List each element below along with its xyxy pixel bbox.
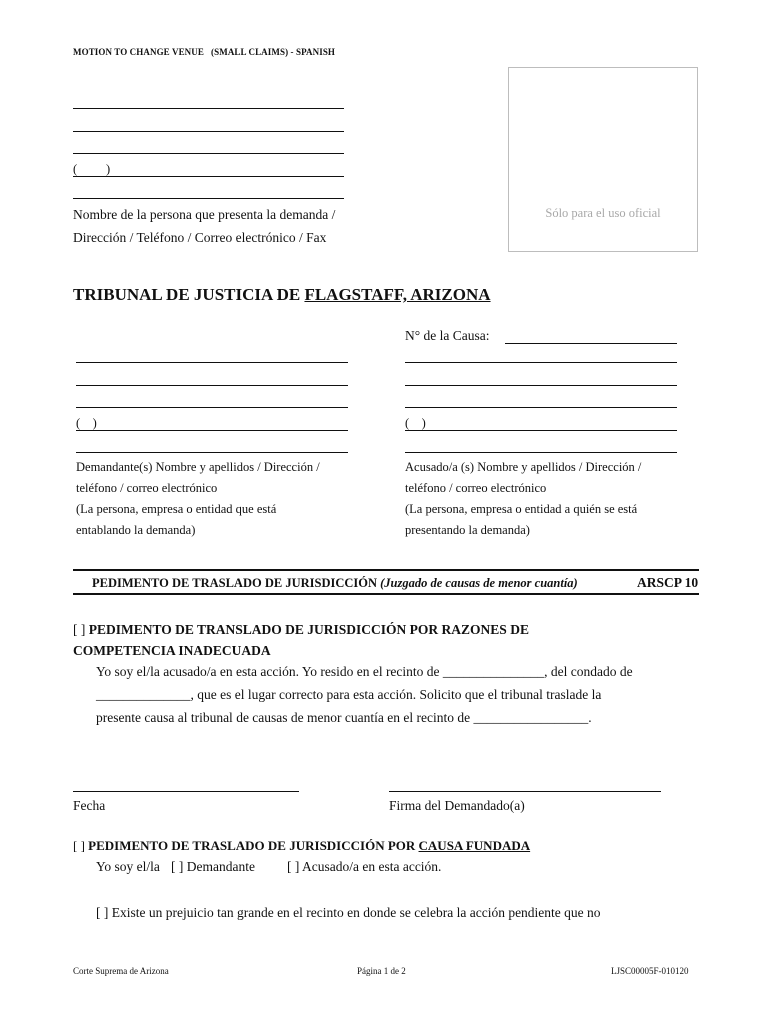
defendant-label-line2: teléfono / correo electrónico <box>405 481 547 495</box>
defendant-label-line4: presentando la demanda) <box>405 523 530 537</box>
section2-checkbox[interactable]: [ ] <box>73 838 85 853</box>
defendant-city-line[interactable] <box>405 407 677 408</box>
plaintiff-role-checkbox[interactable]: [ ] Demandante <box>171 859 255 874</box>
date-line[interactable] <box>73 791 299 792</box>
section1-heading-line2: COMPETENCIA INADECUADA <box>73 643 271 658</box>
signature-line[interactable] <box>389 791 661 792</box>
plaintiff-email-line[interactable] <box>76 452 348 453</box>
plaintiff-label-line2: teléfono / correo electrónico <box>76 481 218 495</box>
section1-body-line2: ______________, que es el lugar correcto para esta acción. Solicito que el tribunal traslade la <box>96 687 602 702</box>
form-title: MOTION TO CHANGE VENUE (SMALL CLAIMS) - SPANISH <box>73 47 336 57</box>
filer-city-line[interactable] <box>73 153 344 154</box>
section1-body-line1: Yo soy el/la acusado/a en esta acción. Yo resido en el recinto de _______________, del condado de <box>96 664 633 679</box>
signature-label: Firma del Demandado(a) <box>389 798 525 813</box>
defendant-address-line[interactable] <box>405 385 677 386</box>
defendant-phone-parens: ( ) <box>405 416 426 430</box>
plaintiff-name-line[interactable] <box>76 362 348 363</box>
footer-court-name: Corte Suprema de Arizona <box>73 966 169 976</box>
motion-title-italic: (Juzgado de causas de menor cuantía) <box>380 576 578 590</box>
court-title <box>73 285 491 305</box>
case-number-line[interactable] <box>505 343 677 344</box>
plaintiff-phone-parens: ( ) <box>76 416 97 430</box>
defendant-name-line[interactable] <box>405 362 677 363</box>
filer-email-line[interactable] <box>73 198 344 199</box>
section1-checkbox[interactable]: [ ] <box>73 622 86 637</box>
filer-phone-line[interactable] <box>73 176 344 177</box>
defendant-label-line3: (La persona, empresa o entidad a quién se está <box>405 502 638 516</box>
filer-phone-paren-close: ) <box>106 162 111 176</box>
section1-heading-line1 <box>73 622 529 638</box>
section1-body-line3: presente causa al tribunal de causas de menor cuantía en el recinto de _________________. <box>96 710 592 725</box>
section2-heading-underlined: CAUSA FUNDADA <box>418 838 531 853</box>
motion-rule-reference: ARSCP 10 <box>637 575 699 590</box>
filer-address-line[interactable] <box>73 131 344 132</box>
motion-title-rule-bottom <box>73 593 699 595</box>
filer-label-line1: Nombre de la persona que presenta la demanda / <box>73 207 336 222</box>
case-number-label: N° de la Causa: <box>405 328 490 343</box>
filer-label-line2: Dirección / Teléfono / Correo electrónico / Fax <box>73 230 327 245</box>
plaintiff-city-line[interactable] <box>76 407 348 408</box>
court-location: FLAGSTAFF, ARIZONA <box>304 285 491 304</box>
footer-page-number: Página 1 de 2 <box>357 966 406 976</box>
date-label: Fecha <box>73 798 106 813</box>
court-title-prefix: TRIBUNAL DE JUSTICIA DE <box>73 285 305 304</box>
motion-title <box>92 576 578 591</box>
defendant-label-line1: Acusado/a (s) Nombre y apellidos / Dirección / <box>405 460 642 474</box>
section2-role-prefix: Yo soy el/la <box>96 859 160 874</box>
defendant-email-line[interactable] <box>405 452 677 453</box>
plaintiff-phone-line[interactable] <box>76 430 348 431</box>
defendant-role-checkbox[interactable]: [ ] Acusado/a en esta acción. <box>287 859 442 874</box>
defendant-phone-line[interactable] <box>405 430 677 431</box>
section2-heading-main: PEDIMENTO DE TRASLADO DE JURISDICCIÓN POR <box>88 838 419 853</box>
filer-name-line[interactable] <box>73 108 344 109</box>
plaintiff-label-line3: (La persona, empresa o entidad que está <box>76 502 277 516</box>
plaintiff-label-line1: Demandante(s) Nombre y apellidos / Dirección / <box>76 460 320 474</box>
official-use-label: Sólo para el uso oficial <box>545 206 661 220</box>
plaintiff-address-line[interactable] <box>76 385 348 386</box>
plaintiff-label-line4: entablando la demanda) <box>76 523 196 537</box>
motion-title-rule-top <box>73 569 699 571</box>
section1-heading-text: PEDIMENTO DE TRANSLADO DE JURISDICCIÓN POR RAZONES DE <box>88 622 529 637</box>
motion-title-main: PEDIMENTO DE TRASLADO DE JURISDICCIÓN <box>92 576 378 590</box>
filer-phone-paren-open: ( <box>73 162 78 176</box>
official-use-box <box>508 67 698 252</box>
prejudice-checkbox-line[interactable]: [ ] Existe un prejuicio tan grande en el recinto en donde se celebra la acción pendiente que no <box>96 905 601 920</box>
footer-form-code: LJSC00005F-010120 <box>611 966 689 976</box>
section2-heading <box>73 838 530 854</box>
